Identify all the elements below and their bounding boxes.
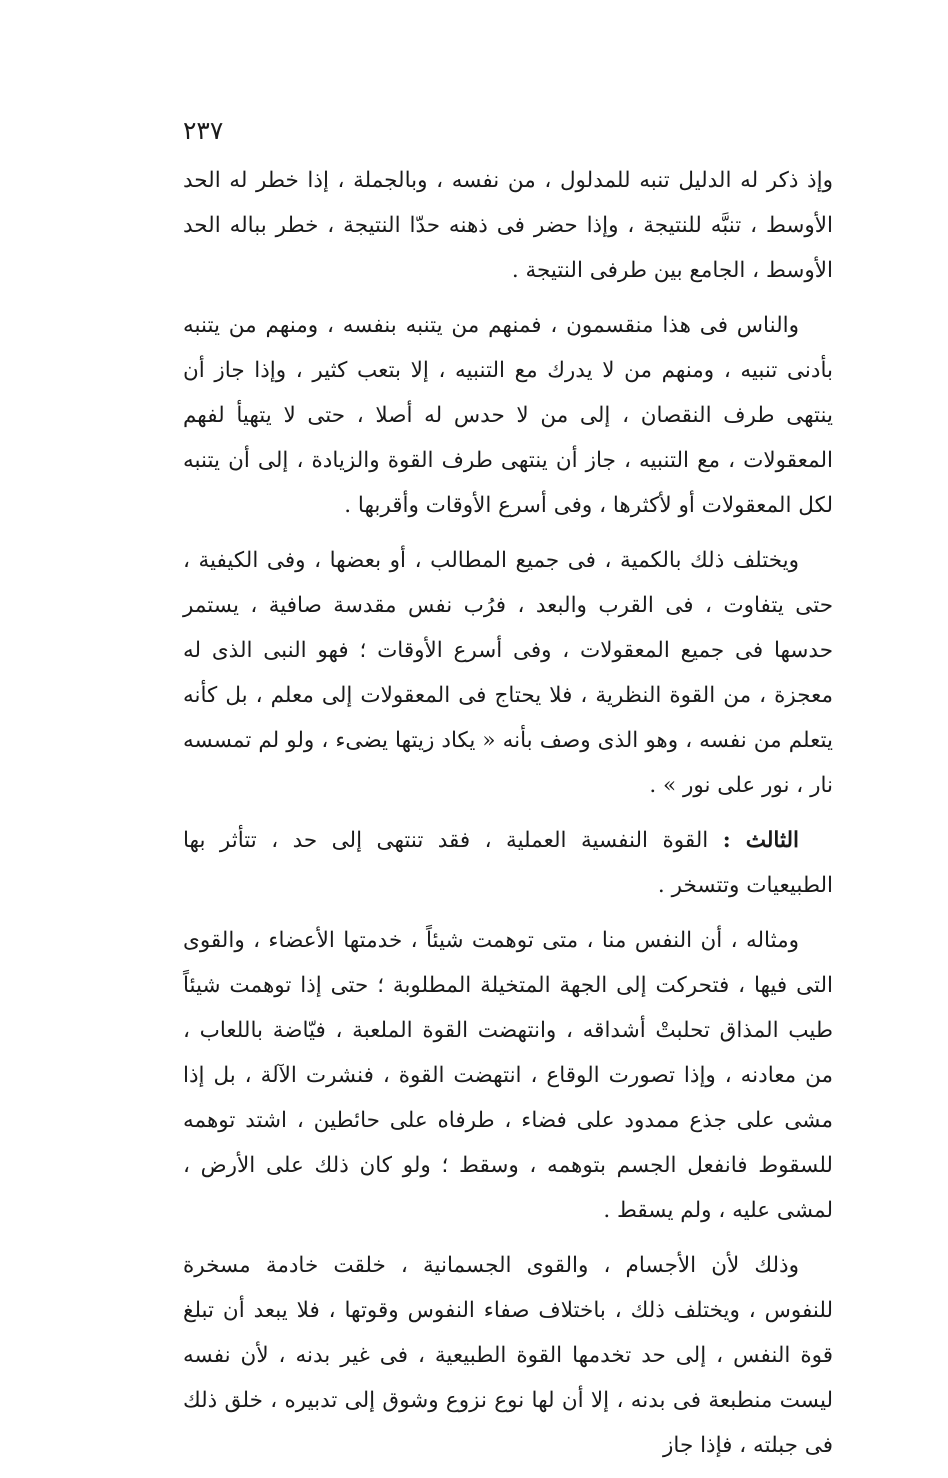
paragraph-4 — [183, 818, 833, 908]
body-text — [183, 158, 833, 1478]
page-number: ٢٣٧ — [183, 116, 224, 145]
section-heading: الثالث : — [722, 828, 799, 853]
paragraph-2: والناس فى هذا منقسمون ، فمنهم من يتنبه بنفسه ، ومنهم من يتنبه بأدنى تنبيه ، ومنهم من لا يدرك مع التنبيه ، إلا بتعب كثير ، وإذا جاز أن ينتهى طرف النقصان ، إلى من لا حدس له أصلا ، حتى لا يتهيأ لفهم المعقولات ، مع التنبيه ، جاز أن ينتهى طرف القوة والزيادة ، إلى أن يتنبه لكل المعقولات أو لأكثرها ، وفى أسرع الأوقات وأقربها . — [183, 313, 833, 518]
paragraph-4-text: القوة النفسية العملية ، فقد تنتهى إلى حد ، تتأثر بها الطبيعيات وتتسخر . — [183, 828, 833, 898]
paragraph-5: ومثاله ، أن النفس منا ، متى توهمت شيئاً ، خدمتها الأعضاء ، والقوى التى فيها ، فتحركت إلى الجهة المتخيلة المطلوبة ؛ حتى إذا توهمت شيئاً طيب المذاق تحلبتْ أشداقه ، وانتهضت القوة الملعبة ، فيّاضة باللعاب ، من معادنه ، وإذا تصورت الوقاع ، انتهضت القوة ، فنشرت الآلة ، بل إذا مشى على جذع ممدود على فضاء ، طرفاه على حائطين ، اشتد توهمه للسقوط فانفعل الجسم بتوهمه ، وسقط ؛ ولو كان ذلك على الأرض ، لمشى عليه ، ولم يسقط . — [183, 928, 833, 1223]
paragraph-1: وإذ ذكر له الدليل تنبه للمدلول ، من نفسه ، وبالجملة ، إذا خطر له الحد الأوسط ، تنبَّه للنتيجة ، وإذا حضر فى ذهنه حدّا النتيجة ، خطر بباله الحد الأوسط ، الجامع بين طرفى النتيجة . — [183, 168, 833, 283]
paragraph-6: وذلك لأن الأجسام ، والقوى الجسمانية ، خلقت خادمة مسخرة للنفوس ، ويختلف ذلك ، باختلاف صفاء النفوس وقوتها ، فلا يبعد أن تبلغ قوة النفس ، إلى حد تخدمها القوة الطبيعية ، فى غير بدنه ، لأن نفسه ليست منطبعة فى بدنه ، إلا أن لها نوع نزوع وشوق إلى تدبيره ، خلق ذلك فى جبلته ، فإذا جاز — [183, 1253, 833, 1458]
paragraph-3: ويختلف ذلك بالكمية ، فى جميع المطالب ، أو بعضها ، وفى الكيفية ، حتى يتفاوت ، فى القرب والبعد ، فرُب نفس مقدسة صافية ، يستمر حدسها فى جميع المعقولات ، وفى أسرع الأوقات ؛ فهو النبى الذى له معجزة ، من القوة النظرية ، فلا يحتاج فى المعقولات إلى معلم ، بل كأنه يتعلم من نفسه ، وهو الذى وصف بأنه « يكاد زيتها يضىء ، ولو لم تمسسه نار ، نور على نور » . — [183, 548, 833, 798]
